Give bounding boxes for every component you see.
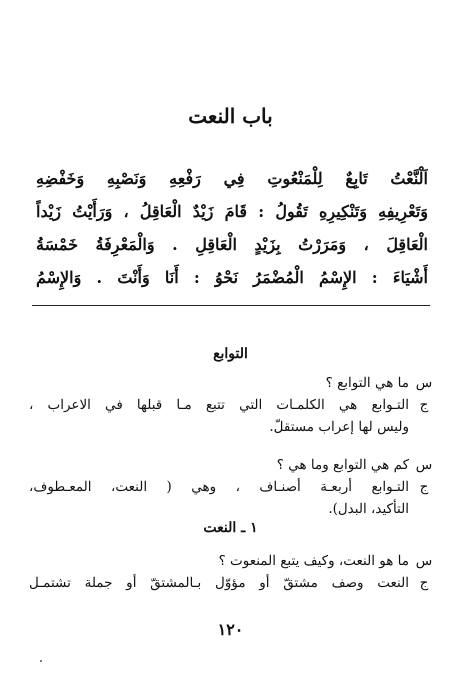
- question-label: س: [415, 457, 433, 473]
- qa-block-naat: [29, 550, 439, 594]
- page-number: ١٢٠: [217, 620, 244, 639]
- answer-row: [29, 394, 439, 416]
- question-label: س: [415, 553, 433, 569]
- divider-line: [32, 305, 430, 306]
- answer-row: [29, 476, 439, 498]
- question-row: [29, 454, 439, 476]
- question-row: [29, 550, 439, 572]
- question-row: [29, 372, 439, 394]
- question-text: كم هي التوابع وما هي ؟: [276, 457, 409, 473]
- answer-label: ج: [419, 575, 429, 591]
- question-label: س: [415, 375, 433, 391]
- answer-text: التـوابع أربعـة أصنـاف ، وهي ( النعت، المعـطوف،: [29, 479, 409, 495]
- section-title-naat: ١ ـ النعت: [203, 520, 258, 536]
- matn-line: الْعَاقِلَ ، وَمَرَرْتُ بِزَيْدٍ الْعَاقِلِ . وَالْمَعْرِفَةُ خَمْسَةُ: [36, 235, 428, 254]
- answer-text-cont: وليس لها إعراب مستقلّ.: [269, 419, 409, 435]
- question-text: ما هو النعت، وكيف يتبع المنعوت ؟: [218, 553, 409, 569]
- answer-label: ج: [419, 479, 429, 495]
- matn-line: وَتَعْرِيفِهِ وَتَنْكِيرِهِ تَقُولُ : قَامَ زَيْدٌ الْعَاقِلُ ، وَرَأَيْتُ زَيْداً: [36, 202, 428, 221]
- matn-line: أَشْيَاءَ : الإِسْمُ الْمُضْمَرُ نَحْوُ : أَنَا وَأَنْتَ . وَالإِسْمُ: [36, 268, 428, 287]
- answer-text: التـوابع هي الكلمـات التي تتبع مـا قبلها في الاعراب ،: [29, 397, 409, 413]
- section-title-tawabi: التوابع: [213, 346, 248, 362]
- qa-block-tawabi: [29, 372, 439, 520]
- answer-text-cont: التأكيد، البدل).: [328, 501, 409, 517]
- answer-row: [29, 572, 439, 594]
- question-text: ما هي التوابع ؟: [325, 375, 409, 391]
- chapter-title: باب النعت: [188, 104, 273, 128]
- print-speck: [40, 660, 42, 662]
- answer-label: ج: [419, 397, 429, 413]
- matn-text: [36, 162, 428, 294]
- answer-text: النعت وصف مشتقّ أو مؤوّل بـالمشتقّ أو جملة تشتمـل: [29, 575, 409, 591]
- matn-line: اَلْنَّعْتُ تَابِعٌ لِلْمَنْعُوتِ فِي رَفْعِهِ وَنَصْبِهِ وَخَفْضِهِ: [36, 169, 428, 188]
